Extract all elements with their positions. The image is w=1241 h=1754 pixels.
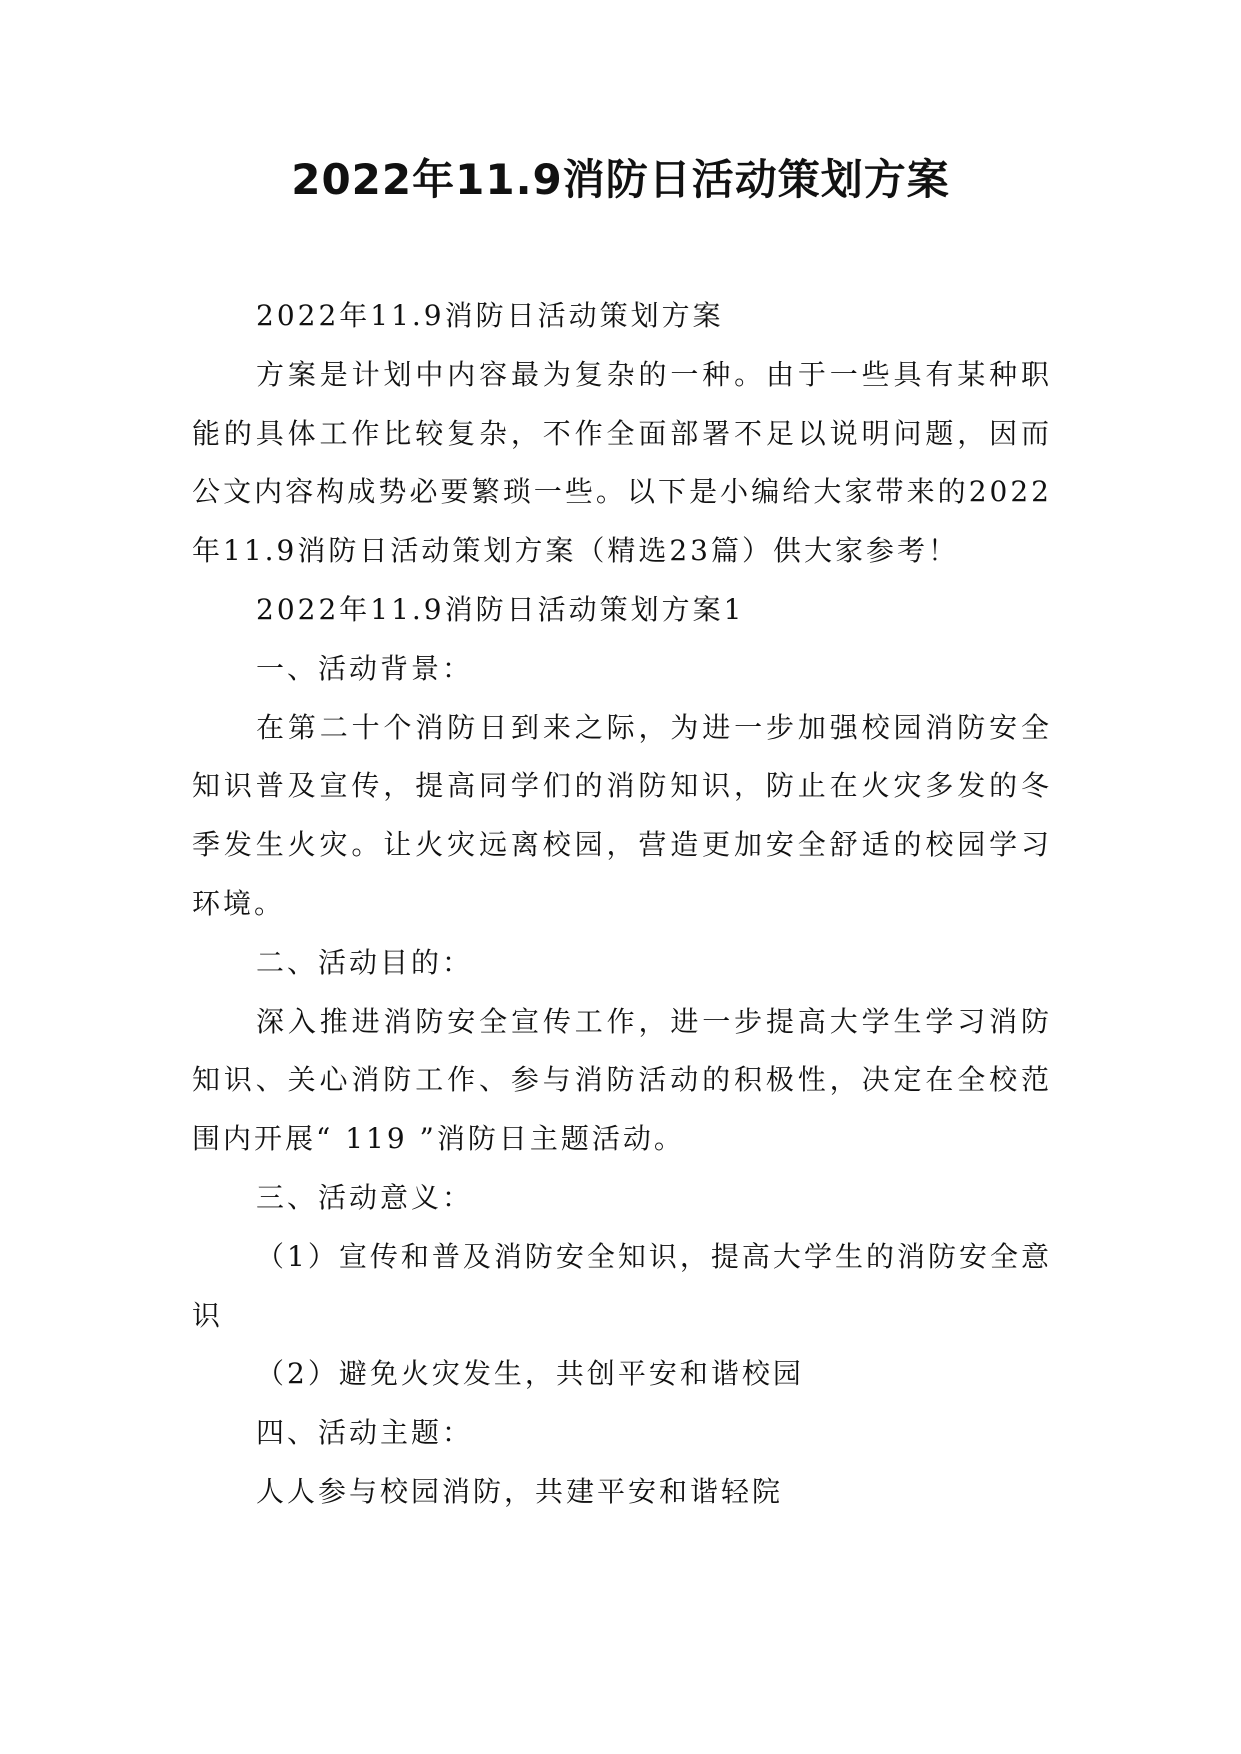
paragraph-purpose: 深入推进消防安全宣传工作，进一步提高大学生学习消防知识、关心消防工作、参与消防活动的积极性，决定在全校范围内开展“ 119 ”消防日主题活动。 xyxy=(192,1004,1052,1156)
section-heading-background: 一、活动背景： xyxy=(256,651,474,685)
document-body xyxy=(192,287,1052,1522)
paragraph-intro: 方案是计划中内容最为复杂的一种。由于一些具有某种职能的具体工作比较复杂，不作全面部署不足以说明问题，因而公文内容构成势必要繁琐一些。以下是小编给大家带来的2022年11.9消防日活动策划方案（精选23篇）供大家参考！ xyxy=(192,357,1052,568)
paragraph-significance-2: （2）避免火灾发生，共创平安和谐校园 xyxy=(256,1357,804,1391)
paragraph-background: 在第二十个消防日到来之际，为进一步加强校园消防安全知识普及宣传，提高同学们的消防知识，防止在火灾多发的冬季发生火灾。让火灾远离校园，营造更加安全舒适的校园学习环境。 xyxy=(192,710,1052,920)
section-heading-significance: 三、活动意义： xyxy=(256,1180,474,1214)
document-title: 2022年11.9消防日活动策划方案 xyxy=(291,155,950,204)
section-heading-theme: 四、活动主题： xyxy=(256,1416,474,1450)
section-heading-purpose: 二、活动目的： xyxy=(256,945,474,979)
paragraph-heading-repeat: 2022年11.9消防日活动策划方案 xyxy=(256,299,724,332)
paragraph-significance-1: （1）宣传和普及消防安全知识，提高大学生的消防安全意识 xyxy=(192,1239,1052,1332)
paragraph-plan-1-title: 2022年11.9消防日活动策划方案1 xyxy=(256,592,745,626)
paragraph-theme: 人人参与校园消防，共建平安和谐轻院 xyxy=(256,1474,784,1508)
